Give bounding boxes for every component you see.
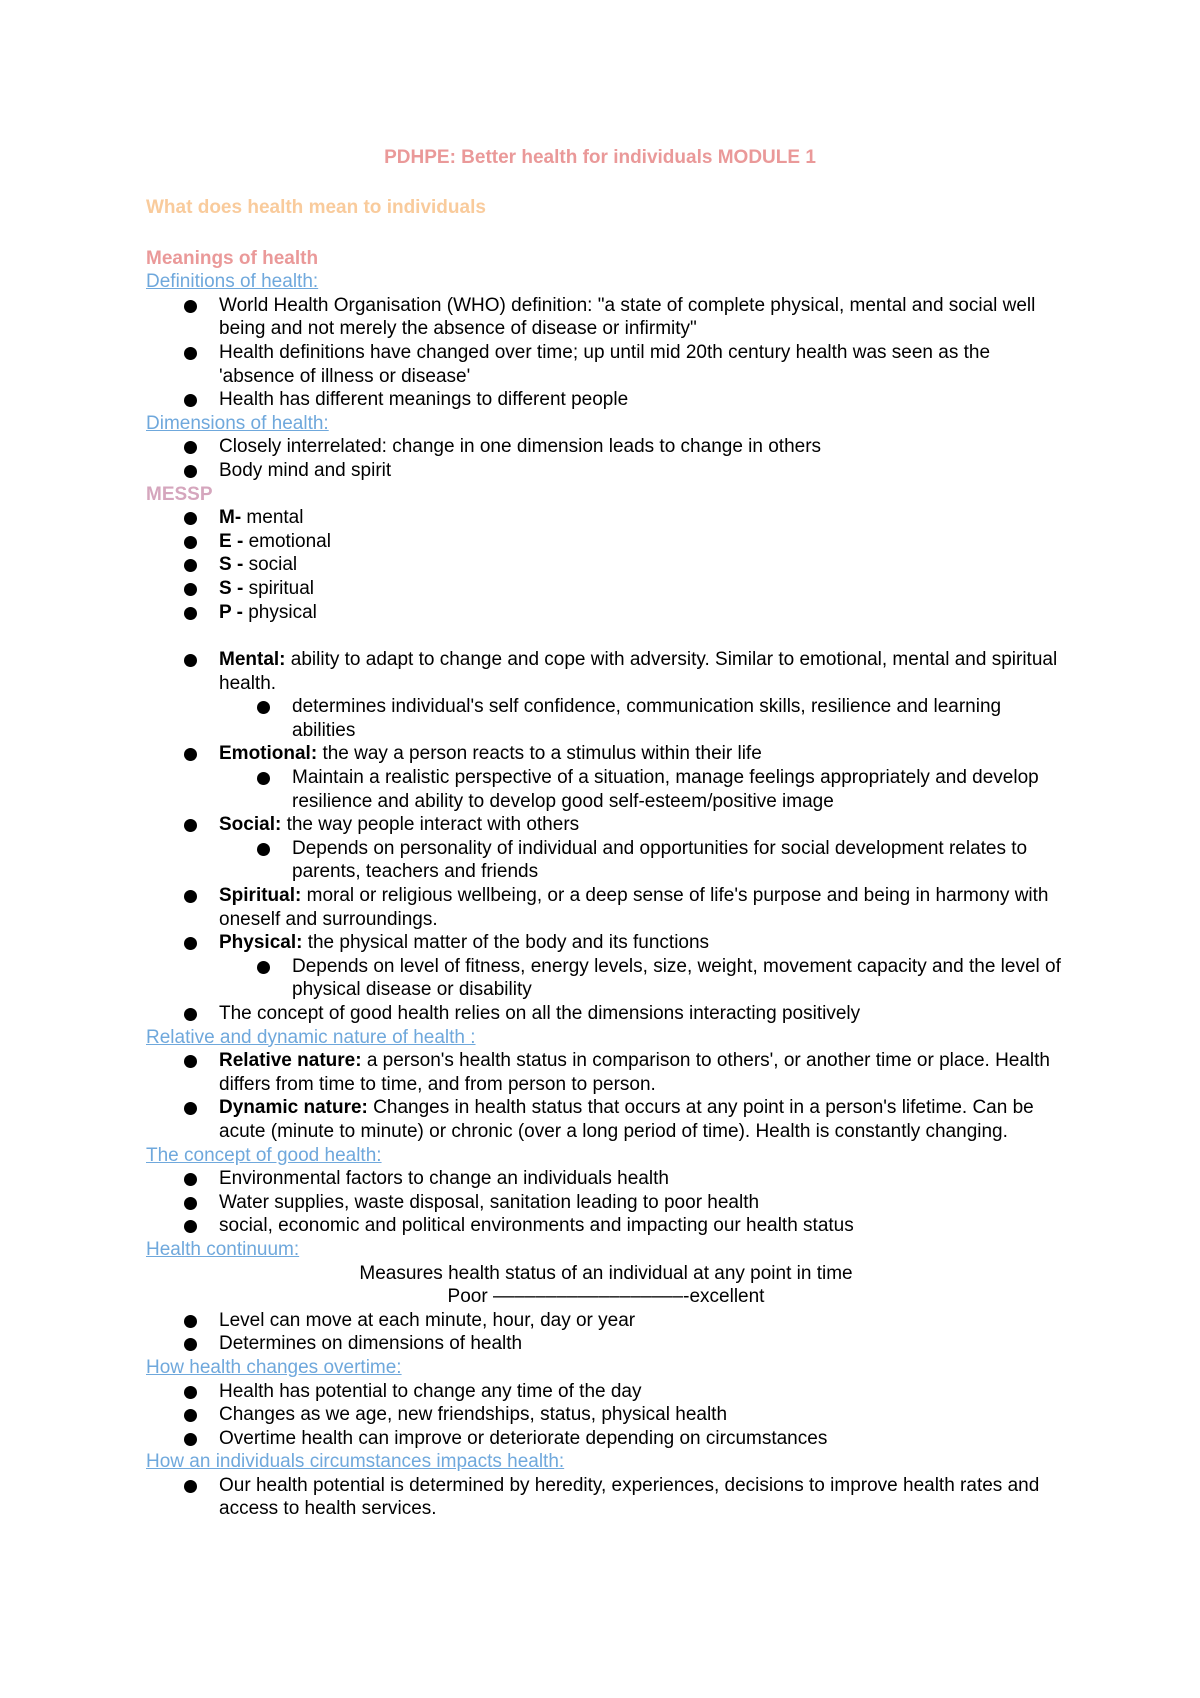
messp-key: S -	[219, 554, 249, 576]
list-item: Water supplies, waste disposal, sanitation leading to poor health	[146, 1191, 1066, 1215]
sub-list-item: Depends on level of fitness, energy levels, size, weight, movement capacity and the level of physical disease or disability	[146, 955, 1066, 1002]
term-text: the physical matter of the body and its functions	[302, 932, 710, 954]
circumstances-list	[146, 1474, 1066, 1521]
list-item	[146, 577, 1066, 601]
list-item	[146, 553, 1066, 577]
list-item: Overtime health can improve or deteriorate depending on circumstances	[146, 1427, 1066, 1451]
messp-key: E -	[219, 530, 249, 552]
list-item: Body mind and spirit	[146, 459, 1066, 483]
definitions-list	[146, 294, 1066, 412]
link-health-changes[interactable]: How health changes overtime:	[146, 1356, 402, 1378]
continuum-scale: Poor ––––––––––––––––––-excellent	[447, 1286, 765, 1308]
list-item: Health has different meanings to different people	[146, 388, 1066, 412]
list-item: social, economic and political environments and impacting our health status	[146, 1214, 1066, 1238]
messp-text: mental	[241, 507, 304, 529]
dimension-details-list	[146, 648, 1066, 1026]
list-item: Environmental factors to change an individuals health	[146, 1167, 1066, 1191]
term-emotional: Emotional:	[219, 743, 318, 765]
list-item	[146, 813, 1066, 837]
list-item: Level can move at each minute, hour, day or year	[146, 1309, 1066, 1333]
list-item	[146, 601, 1066, 625]
sub-list-item: determines individual's self confidence, communication skills, resilience and learning abilities	[146, 695, 1066, 742]
messp-text: emotional	[248, 530, 331, 552]
messp-text: physical	[248, 601, 317, 623]
list-item: Our health potential is determined by heredity, experiences, decisions to improve health rates and access to health services.	[146, 1474, 1066, 1521]
heading-messp: MESSP	[146, 483, 213, 505]
messp-list	[146, 506, 1066, 624]
list-item	[146, 931, 1066, 955]
list-item: Health has potential to change any time of the day	[146, 1380, 1066, 1404]
term-physical: Physical:	[219, 932, 303, 954]
sub-list-item: Maintain a realistic perspective of a situation, manage feelings appropriately and develop resilience and ability to develop good self-esteem/positive image	[146, 766, 1066, 813]
term-dynamic: Dynamic nature:	[219, 1097, 368, 1119]
document-body	[146, 196, 1066, 1521]
list-item: Closely interrelated: change in one dimension leads to change in others	[146, 435, 1066, 459]
messp-key: M-	[219, 507, 242, 529]
term-mental: Mental:	[219, 649, 286, 671]
link-good-health[interactable]: The concept of good health:	[146, 1144, 382, 1166]
list-item: World Health Organisation (WHO) definition: "a state of complete physical, mental and social well being and not merely the absence of disease or infirmity"	[146, 294, 1066, 341]
link-circumstances[interactable]: How an individuals circumstances impacts health:	[146, 1451, 565, 1473]
messp-text: spiritual	[248, 577, 315, 599]
heading-meanings: Meanings of health	[146, 247, 319, 269]
term-spiritual: Spiritual:	[219, 885, 302, 907]
list-item	[146, 648, 1066, 695]
link-dimensions[interactable]: Dimensions of health:	[146, 412, 329, 434]
continuum-description: Measures health status of an individual at any point in time	[359, 1262, 853, 1284]
term-text: a person's health status in comparison to others', or another time or place. Health differs from time to time, and from person to person.	[219, 1050, 1050, 1095]
term-social: Social:	[219, 814, 282, 836]
link-relative-dynamic[interactable]: Relative and dynamic nature of health :	[146, 1026, 476, 1048]
document-title: PDHPE: Better health for individuals MODULE 1	[384, 147, 816, 168]
continuum-list	[146, 1309, 1066, 1356]
term-text: ability to adapt to change and cope with adversity. Similar to emotional, mental and spiritual health.	[219, 649, 1058, 694]
list-item	[146, 884, 1066, 931]
good-health-list	[146, 1167, 1066, 1238]
dimensions-list	[146, 435, 1066, 482]
changes-list	[146, 1380, 1066, 1451]
list-item	[146, 1096, 1066, 1143]
heading-main: What does health mean to individuals	[146, 197, 486, 218]
list-item: Changes as we age, new friendships, status, physical health	[146, 1403, 1066, 1427]
messp-key: P -	[219, 601, 249, 623]
list-item	[146, 742, 1066, 766]
term-text: Changes in health status that occurs at any point in a person's lifetime. Can be acute (minute to minute) or chronic (over a long period of time). Health is constantly changing.	[219, 1097, 1034, 1142]
term-text: moral or religious wellbeing, or a deep sense of life's purpose and being in harmony with oneself and surroundings.	[219, 885, 1049, 930]
sub-list-item: Depends on personality of individual and opportunities for social development relates to parents, teachers and friends	[146, 837, 1066, 884]
link-health-continuum[interactable]: Health continuum:	[146, 1238, 300, 1260]
list-item	[146, 1049, 1066, 1096]
messp-key: S -	[219, 577, 249, 599]
term-relative: Relative nature:	[219, 1050, 362, 1072]
list-item: Determines on dimensions of health	[146, 1332, 1066, 1356]
relative-dynamic-list	[146, 1049, 1066, 1143]
term-text: the way a person reacts to a stimulus within their life	[317, 743, 762, 765]
term-text: the way people interact with others	[281, 814, 580, 836]
list-item: Health definitions have changed over time; up until mid 20th century health was seen as the 'absence of illness or disease'	[146, 341, 1066, 388]
list-item	[146, 506, 1066, 530]
link-definitions[interactable]: Definitions of health:	[146, 271, 319, 293]
messp-text: social	[248, 554, 298, 576]
list-item: The concept of good health relies on all the dimensions interacting positively	[146, 1002, 1066, 1026]
list-item	[146, 530, 1066, 554]
